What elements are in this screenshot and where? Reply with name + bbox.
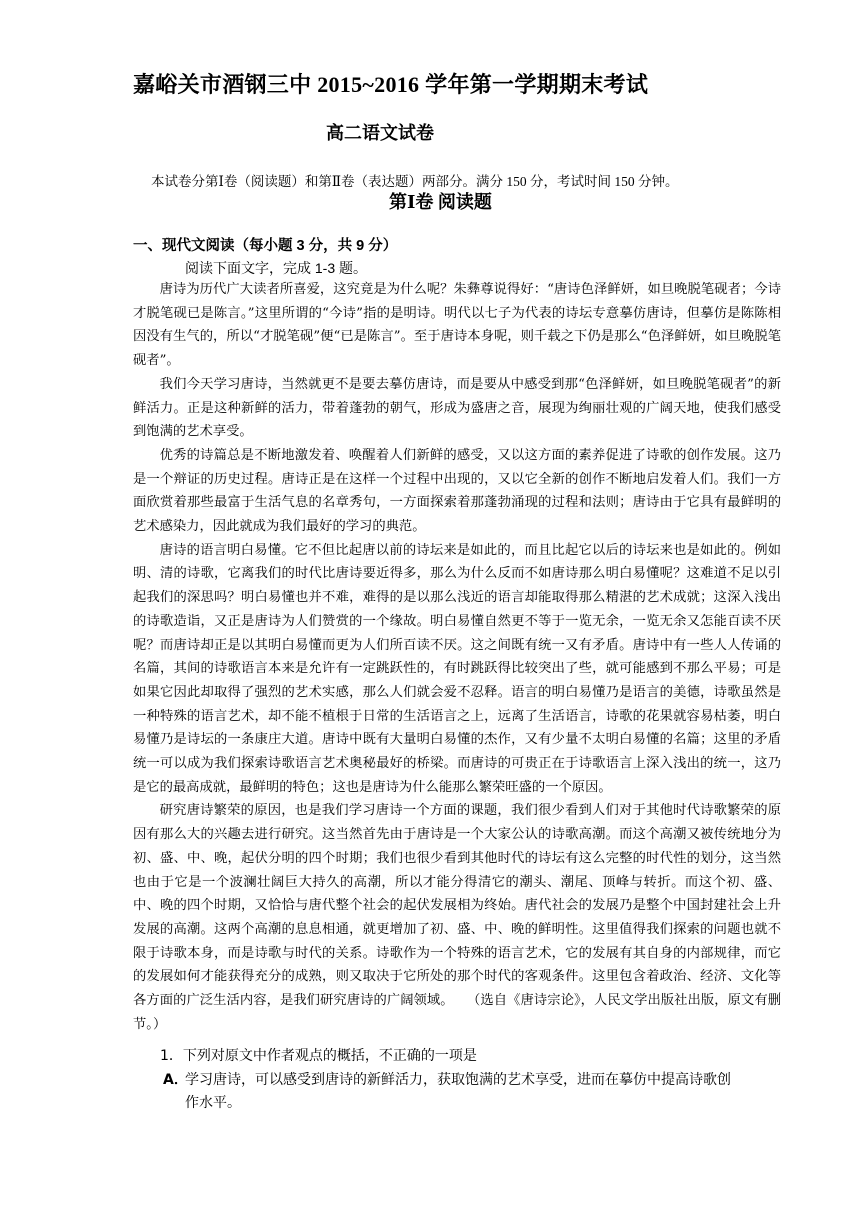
passage-paragraph: 优秀的诗篇总是不断地激发着、唤醒着人们新鲜的感受，又以这方面的素养促进了诗歌的创作发展。这乃是一个辩证的历史过程。唐诗正是在这样一个过程中出现的，又以它全新的创作不断地启发着人们。我们一方面欣赏着那些最富于生活气息的名章秀句，一方面探索着那蓬勃涌现的过程和法则；唐诗由于它具有最鲜明的艺术感染力，因此就成为我们最好的学习的典范。 — [133, 447, 781, 535]
option-text: 学习唐诗，可以感受到唐诗的新鲜活力，获取饱满的艺术享受，进而在摹仿中提高诗歌创 — [185, 1072, 731, 1088]
exam-title: 嘉峪关市酒钢三中 2015~2016 学年第一学期期末考试 — [133, 72, 649, 97]
option-letter: A． — [163, 1072, 188, 1088]
section-heading: 一、现代文阅读（每小题 3 分，共 9 分） — [133, 238, 398, 254]
question-1-stem: 1．下列对原文中作者观点的概括，不正确的一项是 — [160, 1048, 477, 1064]
question-1-option-a — [163, 1069, 781, 1115]
volume-heading: 第Ⅰ卷 阅读题 — [389, 192, 492, 212]
passage-paragraph: 唐诗为历代广大读者所喜爱，这究竟是为什么呢？朱彝尊说得好：“唐诗色泽鲜妍，如旦晚脱笔砚者；今诗才脱笔砚已是陈言。”这里所谓的“今诗”指的是明诗。明代以七子为代表的诗坛专意摹仿唐诗，但摹仿是陈陈相因没有生气的，所以“才脱笔砚”便“已是陈言”。至于唐诗本身呢，则千载之下仍是那么“色泽鲜妍，如旦晚脱笔砚者”。 — [133, 282, 781, 369]
passage-paragraph: 我们今天学习唐诗，当然就更不是要去摹仿唐诗，而是要从中感受到那“色泽鲜妍，如旦晚脱笔砚者”的新鲜活力。正是这种新鲜的活力，带着蓬勃的朝气，形成为盛唐之音，展现为绚丽壮观的广阔天地，使我们感受到饱满的艺术享受。 — [133, 376, 781, 440]
passage-paragraph: 研究唐诗繁荣的原因，也是我们学习唐诗一个方面的课题，我们很少看到人们对于其他时代诗歌繁荣的原因有那么大的兴趣去进行研究。这当然首先由于唐诗是一个大家公认的诗歌高潮。而这个高潮又被传统地分为初、盛、中、晚，起伏分明的四个时期；我们也很少看到其他时代的诗坛有这么完整的时代性的划分，这当然也由于它是一个波澜壮阔巨大持久的高潮，所以才能分得清它的潮头、潮尾、顶峰与转折。而这个初、盛、中、晚的四个时期，又恰恰与唐代整个社会的起伏发展相为终始。唐代社会的发展乃是整个中国封建社会上升发展的高潮。这两个高潮的息息相通，就更增加了初、盛、中、晚的鲜明性。这里值得我们探索的问题也就不限于诗歌本身，而是诗歌与时代的关系。诗歌作为一个特殊的语言艺术，它的发展有其自身的内部规律，而它的发展如何才能获得充分的成熟，则又取决于它所处的那个时代的客观条件。这里包含着政治、经济、文化等各方面的广泛生活内容，是我们研究唐诗的广阔领域。 （选自《唐诗宗论》，人民文学出版社出版，原文有删节。） — [133, 803, 781, 1032]
reading-instruction: 阅读下面文字，完成 1-3 题。 — [185, 260, 368, 276]
option-text-continued: 作水平。 — [185, 1095, 241, 1111]
reading-passage — [133, 278, 781, 1037]
exam-subtitle: 高二语文试卷 — [326, 123, 434, 143]
passage-paragraph: 唐诗的语言明白易懂。它不但比起唐以前的诗坛来是如此的，而且比起它以后的诗坛来也是如此的。例如明、清的诗歌，它离我们的时代比唐诗要近得多，那么为什么反而不如唐诗那么明白易懂呢？这难道不足以引起我们的深思吗？明白易懂也并不难，难得的是以那么浅近的语言却能取得那么精湛的艺术成就；这深入浅出的诗歌造诣，又正是唐诗为人们赞赏的一个缘故。明白易懂自然更不等于一览无余，一览无余又怎能百读不厌呢？而唐诗却正是以其明白易懂而更为人们所百读不厌。这之间既有统一又有矛盾。唐诗中有一些人人传诵的名篇，其间的诗歌语言本来是允许有一定跳跃性的，有时跳跃得比较突出了些，就可能感到不那么平易；可是如果它因此却取得了强烈的艺术实感，那么人们就会爱不忍释。语言的明白易懂乃是语言的美德，诗歌虽然是一种特殊的语言艺术，却不能不植根于日常的生活语言之上，远离了生活语言，诗歌的花果就容易枯萎，明白易懂乃是诗坛的一条康庄大道。唐诗中既有大量明白易懂的杰作，又有少量不太明白易懂的名篇；这里的矛盾统一可以成为我们探索诗歌语言艺术奥秘最好的桥梁。而唐诗的可贵正在于诗歌语言上深入浅出的统一，这乃是它的最高成就，最鲜明的特色；这也是唐诗为什么能那么繁荣旺盛的一个原因。 — [133, 542, 781, 795]
exam-intro: 本试卷分第Ⅰ卷（阅读题）和第Ⅱ卷（表达题）两部分。满分 150 分，考试时间 150 分钟。 — [151, 174, 679, 189]
